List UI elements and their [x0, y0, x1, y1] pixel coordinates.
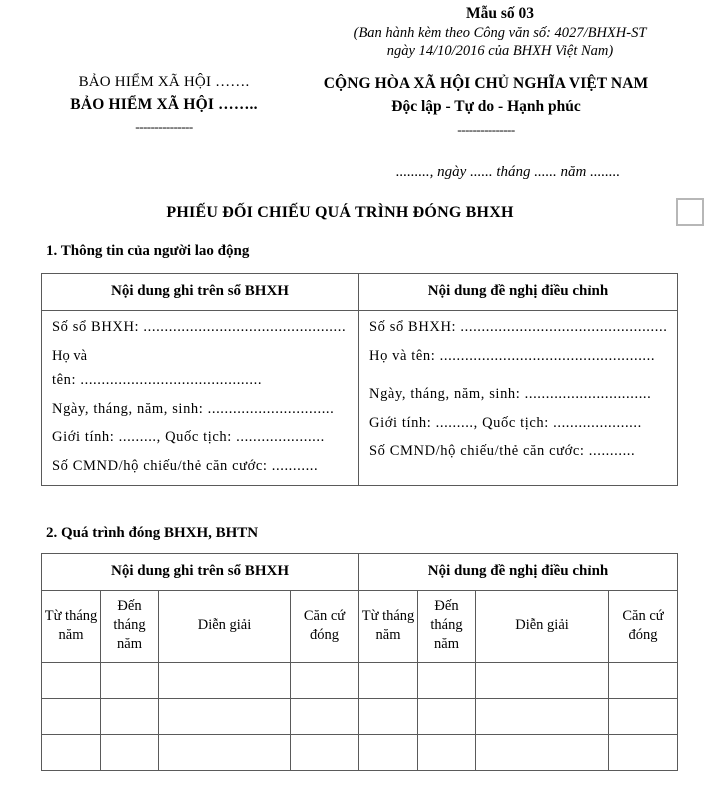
cell-can-cu-dong[interactable] [291, 699, 359, 735]
field-so-cmnd-proposed: Số CMND/hộ chiếu/thẻ căn cước: ........... [369, 443, 636, 459]
table1-col-header-current: Nội dung ghi trên sổ BHXH [42, 274, 359, 311]
table-row[interactable] [42, 663, 678, 699]
cell-can-cu-dong-proposed[interactable] [609, 663, 678, 699]
table2-col-den-thang-nam-proposed: Đến tháng năm [418, 591, 476, 663]
cell-dien-giai[interactable] [159, 735, 291, 771]
cell-den-thang-nam[interactable] [101, 735, 159, 771]
national-heading-line-2: Độc lập - Tự do - Hạnh phúc [391, 98, 581, 116]
agency-divider: --------------- [135, 119, 193, 135]
cell-tu-thang-nam[interactable] [42, 663, 101, 699]
cell-dien-giai-proposed[interactable] [476, 699, 609, 735]
cell-tu-thang-nam-proposed[interactable] [359, 663, 418, 699]
table2-col-can-cu-dong: Căn cứ đóng [291, 591, 359, 663]
form-number-subline-2: ngày 14/10/2016 của BHXH Việt Nam) [386, 43, 614, 60]
table2-col-den-thang-nam: Đến tháng năm [101, 591, 159, 663]
contribution-history-table [41, 553, 678, 771]
form-number-subline-1: (Ban hành kèm theo Công văn số: 4027/BHXH-ST [353, 24, 647, 41]
agency-line-2: BẢO HIỂM XÃ HỘI …….. [70, 95, 258, 113]
cell-den-thang-nam-proposed[interactable] [418, 699, 476, 735]
page-title: PHIẾU ĐỐI CHIẾU QUÁ TRÌNH ĐÓNG BHXH [166, 204, 514, 221]
table-row[interactable] [42, 735, 678, 771]
table2-group-header-proposed: Nội dung đề nghị điều chỉnh [359, 554, 678, 591]
agency-block [38, 72, 290, 137]
cell-tu-thang-nam-proposed[interactable] [359, 735, 418, 771]
national-heading-line-1: CỘNG HÒA XÃ HỘI CHỦ NGHĨA VIỆT NAM [323, 75, 649, 92]
section-1-heading: 1. Thông tin của người lao động [46, 243, 250, 259]
table2-sub-header-row [42, 591, 678, 663]
personal-info-table [41, 273, 678, 486]
cell-dien-giai-proposed[interactable] [476, 735, 609, 771]
cell-can-cu-dong-proposed[interactable] [609, 735, 678, 771]
cell-den-thang-nam[interactable] [101, 699, 159, 735]
table2-col-tu-thang-nam: Từ tháng năm [42, 591, 101, 663]
form-number-title: Mẫu số 03 [465, 5, 535, 22]
cell-dien-giai-proposed[interactable] [476, 663, 609, 699]
field-ngay-thang-nam-sinh-proposed: Ngày, tháng, năm, sinh: .............................. [369, 386, 652, 402]
table2-col-dien-giai-proposed: Diễn giải [476, 591, 609, 663]
field-ngay-thang-nam-sinh: Ngày, tháng, năm, sinh: .............................. [52, 400, 335, 417]
cell-den-thang-nam-proposed[interactable] [418, 663, 476, 699]
cell-can-cu-dong[interactable] [291, 663, 359, 699]
table2-group-header-current: Nội dung ghi trên sổ BHXH [42, 554, 359, 591]
table2-col-tu-thang-nam-proposed: Từ tháng năm [359, 591, 418, 663]
table-row[interactable] [42, 699, 678, 735]
cell-tu-thang-nam[interactable] [42, 735, 101, 771]
agency-line-1: BẢO HIỂM XÃ HỘI ……. [78, 74, 250, 90]
cell-tu-thang-nam-proposed[interactable] [359, 699, 418, 735]
cell-den-thang-nam[interactable] [101, 663, 159, 699]
form-number-block [300, 4, 700, 61]
cell-den-thang-nam-proposed[interactable] [418, 735, 476, 771]
table2-col-dien-giai: Diễn giải [159, 591, 291, 663]
page-marker-box [676, 198, 704, 226]
table1-current-fields [42, 311, 359, 486]
cell-dien-giai[interactable] [159, 699, 291, 735]
cell-tu-thang-nam[interactable] [42, 699, 101, 735]
national-heading-block [286, 72, 686, 139]
section-2-heading: 2. Quá trình đóng BHXH, BHTN [46, 525, 259, 541]
place-date-line: ........., ngày ...... tháng ...... năm ........ [395, 164, 621, 180]
cell-can-cu-dong-proposed[interactable] [609, 699, 678, 735]
table-row [42, 311, 678, 486]
table2-group-header-row [42, 554, 678, 591]
field-gioi-tinh-quoc-tich-proposed: Giới tính: ........., Quốc tịch: ..................... [369, 414, 642, 431]
field-ten: tên: ........................................... [52, 372, 263, 388]
field-so-cmnd: Số CMND/hộ chiếu/thẻ căn cước: ........... [52, 457, 319, 474]
table1-proposed-fields [359, 311, 678, 486]
field-ho-va: Họ và [52, 347, 88, 364]
national-heading-divider: --------------- [457, 121, 515, 137]
table1-col-header-proposed: Nội dung đề nghị điều chỉnh [359, 274, 678, 311]
field-so-so-bhxh: Số sổ BHXH: ................................................ [52, 319, 347, 335]
cell-dien-giai[interactable] [159, 663, 291, 699]
field-so-so-bhxh-proposed: Số sổ BHXH: ................................................. [369, 319, 668, 335]
field-gioi-tinh-quoc-tich: Giới tính: ........., Quốc tịch: ..................... [52, 429, 325, 445]
table-header-row [42, 274, 678, 311]
field-ho-va-ten-proposed: Họ và tên: ................................................... [369, 347, 656, 364]
table2-col-can-cu-dong-proposed: Căn cứ đóng [609, 591, 678, 663]
cell-can-cu-dong[interactable] [291, 735, 359, 771]
